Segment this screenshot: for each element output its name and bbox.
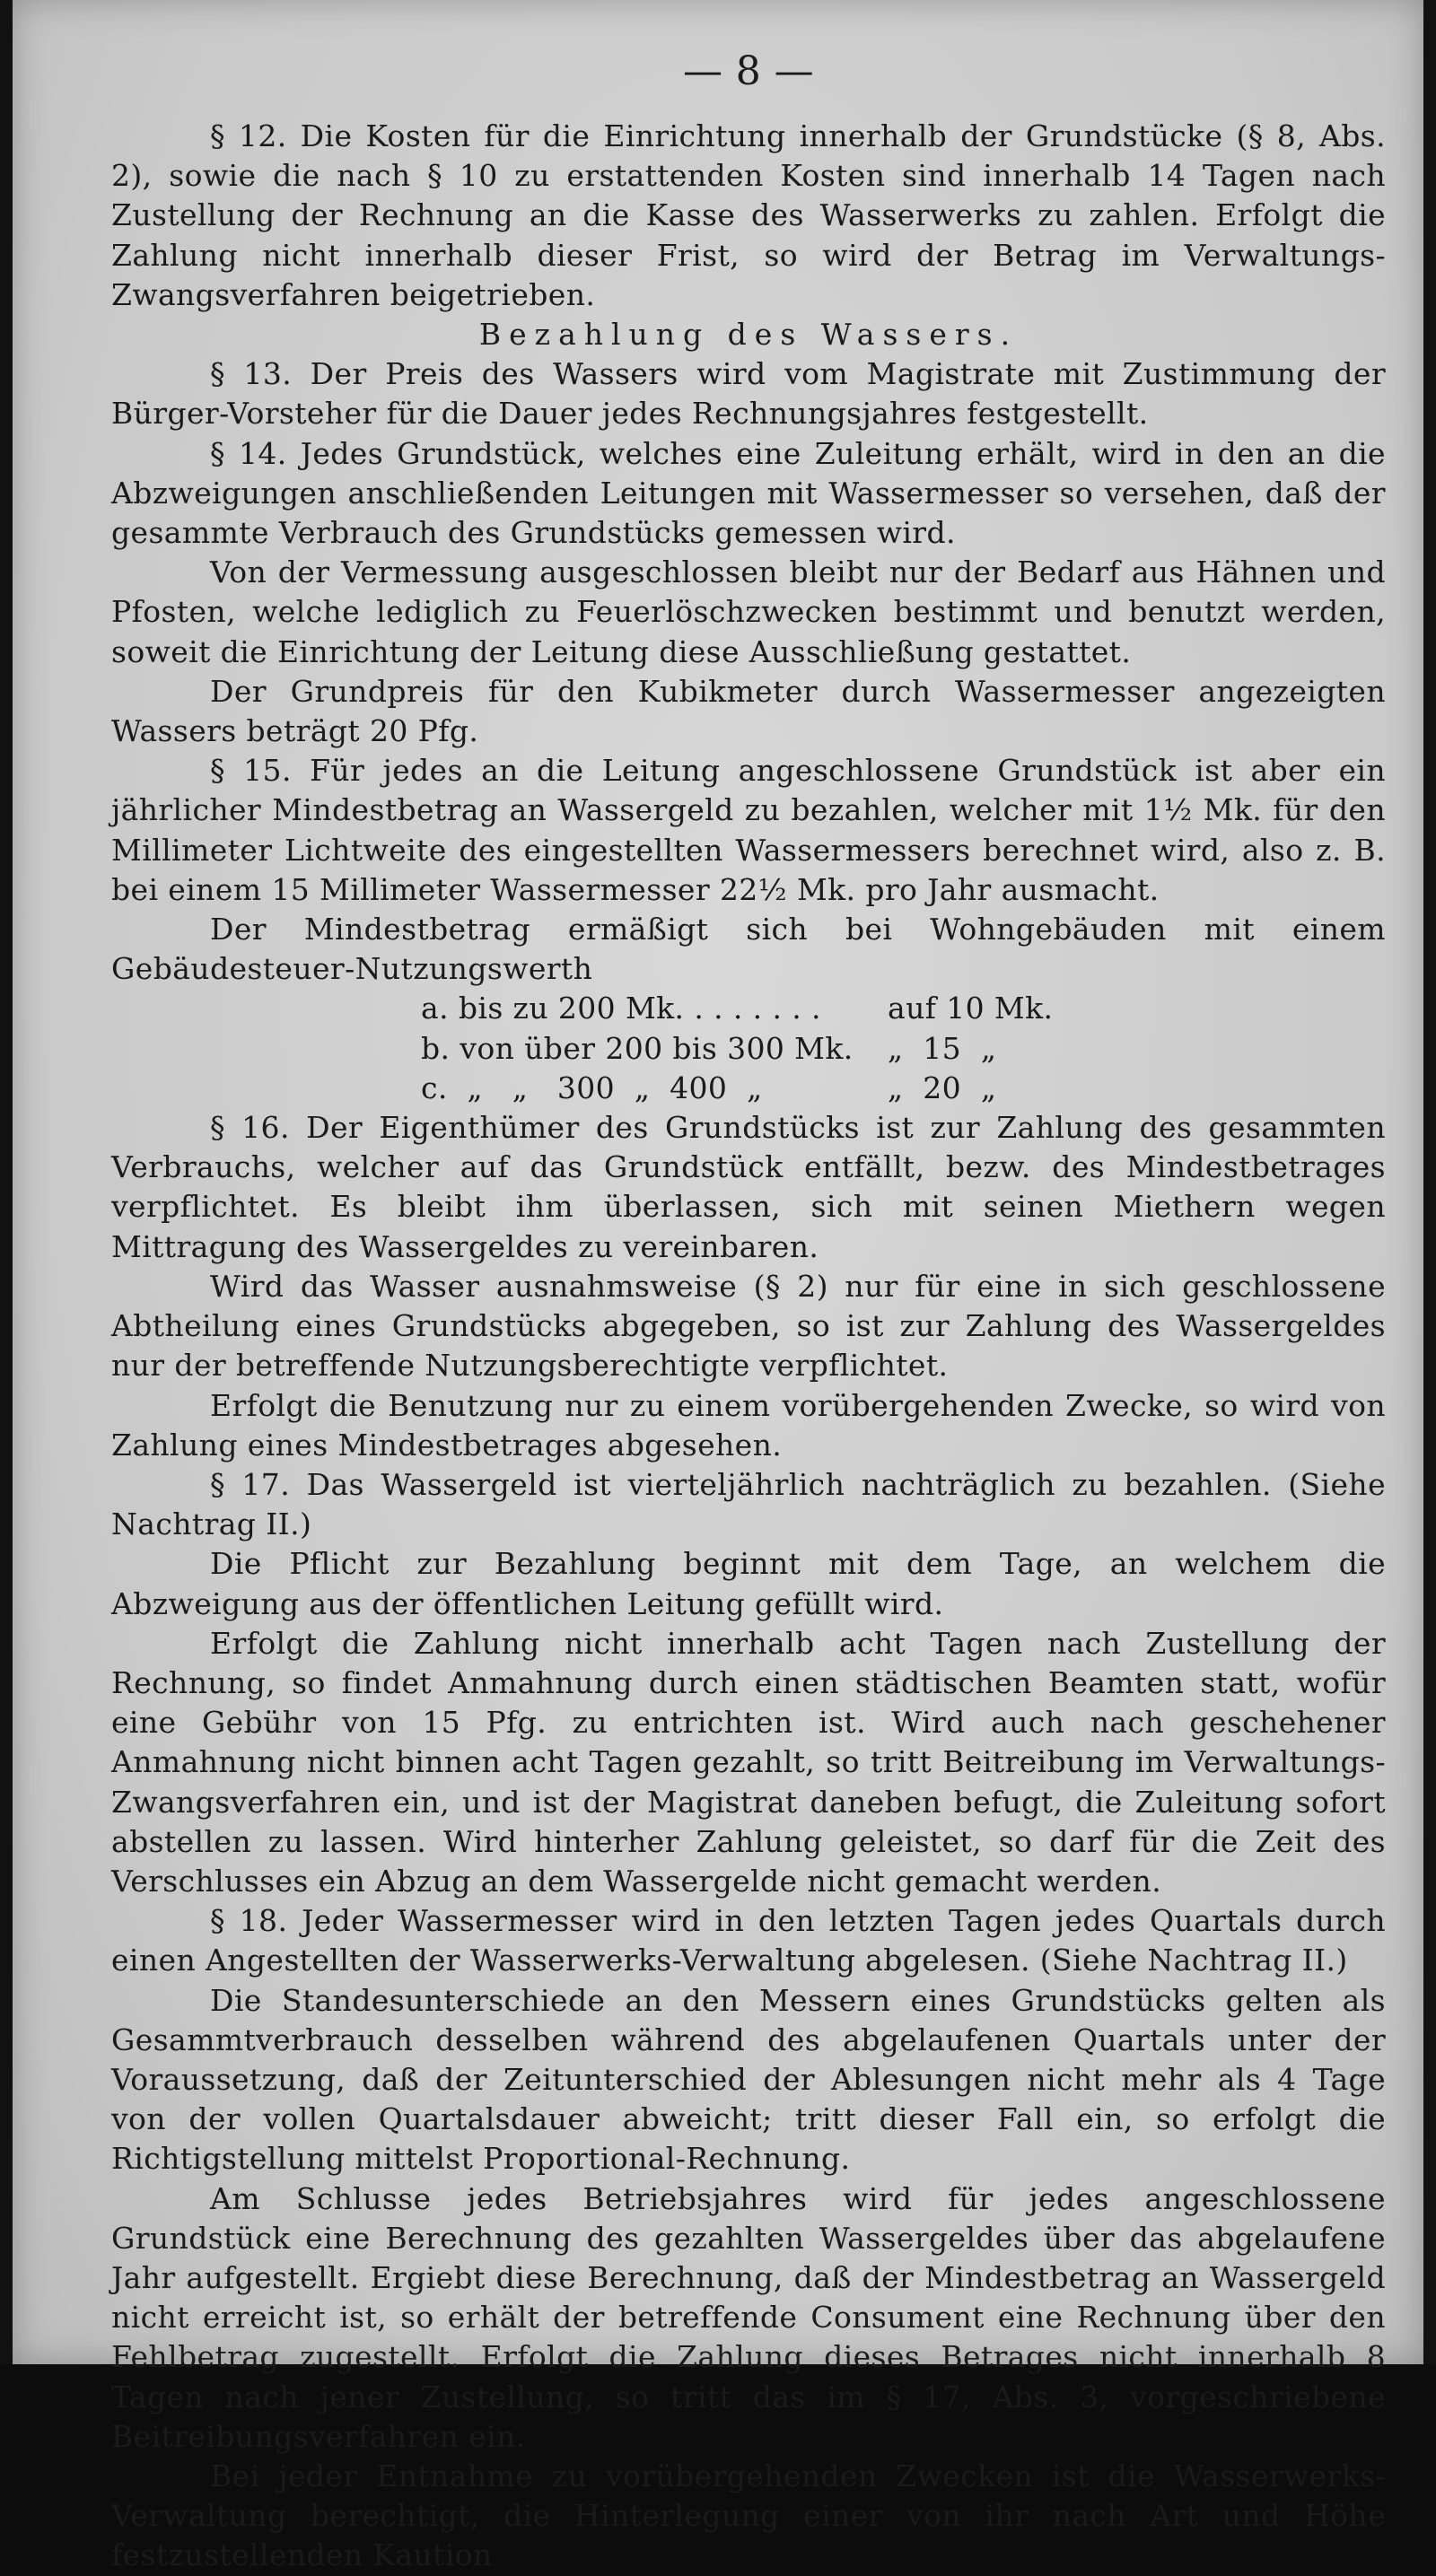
paragraph: Erfolgt die Zahlung nicht innerhalb acht Tagen nach Zustellung der Rechnung, so findet Anmahnung durch einen städtischen Beamten statt, wofür eine Gebühr von 15 Pfg. zu entrichten ist. Wird auch nach geschehener Anmahnung nicht binnen acht Tagen gezahlt, so tritt Beitreibung im Verwaltungs-Zwangsverfahren ein, und ist der Magistrat daneben befugt, die Zuleitung sofort abstellen zu lassen. Wird hinterher Zahlung geleistet, so darf für die Zeit des Verschlusses ein Abzug an dem Wassergelde nicht gemacht werden.: [111, 1625, 1386, 1899]
paragraph: § 12. Die Kosten für die Einrichtung innerhalb der Grundstücke (§ 8, Abs. 2), sowie die nach § 10 zu erstattenden Kosten sind innerhalb 14 Tagen nach Zustellung der Rechnung an die Kasse des Wasserwerks zu zahlen. Erfolgt die Zahlung nicht innerhalb dieser Frist, so wird der Betrag im Verwaltungs-Zwangsverfahren beigetrieben.: [111, 118, 1386, 312]
fee-amount: „ 15 „: [888, 1030, 997, 1066]
scan-left-edge: [0, 0, 13, 2364]
paragraph-group-2: [111, 1108, 1386, 2576]
document-page: [13, 0, 1423, 2573]
paragraph: Der Grundpreis für den Kubikmeter durch Wassermesser angezeigten Wassers beträgt 20 Pfg.: [111, 673, 1386, 749]
paragraph: § 18. Jeder Wassermesser wird in den letzten Tagen jedes Quartals durch einen Angestellten der Wasserwerks-Verwaltung abgelesen. (Siehe Nachtrag II.): [111, 1903, 1386, 1978]
page-number: — 8 —: [683, 48, 814, 94]
fee-range: a. bis zu 200 Mk. . . . . . . .: [421, 991, 821, 1026]
paragraph: § 13. Der Preis des Wassers wird vom Magistrate mit Zustimmung der Bürger-Vorsteher für die Dauer jedes Rechnungsjahres festgestellt.: [111, 356, 1386, 432]
paragraph: § 17. Das Wassergeld ist vierteljährlich nachträglich zu bezahlen. (Siehe Nachtrag II.): [111, 1466, 1386, 1542]
paragraph: § 16. Der Eigenthümer des Grundstücks ist zur Zahlung des gesammten Verbrauchs, welcher auf das Grundstück entfällt, bezw. des Mindestbetrages verpflichtet. Es bleibt ihm überlassen, sich mit seinen Miethern wegen Mittragung des Wassergeldes zu vereinbaren.: [111, 1110, 1386, 1264]
paragraph: Erfolgt die Benutzung nur zu einem vorübergehenden Zwecke, so wird von Zahlung eines Mindestbetrages abgesehen.: [111, 1387, 1386, 1463]
paragraph: Am Schlusse jedes Betriebsjahres wird für jedes angeschlossene Grundstück eine Berechnung des gezahlten Wassergeldes über das abgelaufene Jahr aufgestellt. Ergiebt diese Berechnung, daß der Mindestbetrag an Wassergeld nicht erreicht ist, so erhält der betreffende Consument eine Rechnung über den Fehlbetrag zugestellt. Erfolgt die Zahlung dieses Betrages nicht innerhalb 8 Tagen nach jener Zustellung, so tritt das im § 17, Abs. 3, vorgeschriebene Beitreibungsverfahren ein.: [111, 2180, 1386, 2454]
scan-right-edge: [1423, 0, 1436, 2364]
fee-row: [111, 1069, 1386, 1108]
paragraph: § 15. Für jedes an die Leitung angeschlossene Grundstück ist aber ein jährlicher Mindestbetrag an Wassergeld zu bezahlen, welcher mit 1½ Mk. für den Millimeter Lichtweite des eingestellten Wassermessers berechnet wird, also z. B. bei einem 15 Millimeter Wassermesser 22½ Mk. pro Jahr ausmacht.: [111, 753, 1386, 907]
fee-amount: auf 10 Mk.: [888, 991, 1054, 1026]
fee-amount: „ 20 „: [888, 1070, 997, 1105]
paragraph: Der Mindestbetrag ermäßigt sich bei Wohngebäuden mit einem Gebäudesteuer-Nutzungswerth: [111, 912, 1386, 987]
paragraph: Die Standesunterschiede an den Messern eines Grundstücks gelten als Gesammtverbrauch desselben während des abgelaufenen Quartals unter der Voraussetzung, daß der Zeitunterschied der Ablesungen nicht mehr als 4 Tage von der vollen Quartalsdauer abweicht; tritt dieser Fall ein, so erfolgt die Richtigstellung mittelst Proportional-Rechnung.: [111, 1982, 1386, 2177]
fee-table: [111, 989, 1386, 1108]
fee-row: [111, 989, 1386, 1028]
document-body: [111, 45, 1386, 2576]
section-heading: Bezahlung des Wassers.: [478, 317, 1019, 353]
fee-range: c. „ „ 300 „ 400 „: [421, 1070, 763, 1105]
fee-row: [111, 1029, 1386, 1069]
paragraph: Die Pflicht zur Bezahlung beginnt mit dem Tage, an welchem die Abzweigung aus der öffentlichen Leitung gefüllt wird.: [111, 1546, 1386, 1621]
paragraph-group-1: [111, 117, 1386, 989]
paragraph: Bei jeder Entnahme zu vorübergehenden Zwecken ist die Wasserwerks-Verwaltung berechtigt, die Hinterlegung einer von ihr nach Art und Höhe festzustellenden Kaution: [111, 2458, 1386, 2573]
paragraph: Wird das Wasser ausnahmsweise (§ 2) nur für eine in sich geschlossene Abtheilung eines Grundstücks abgegeben, so ist zur Zahlung des Wassergeldes nur der betreffende Nutzungsberechtigte verpflichtet.: [111, 1268, 1386, 1384]
paragraph: Von der Vermessung ausgeschlossen bleibt nur der Bedarf aus Hähnen und Pfosten, welche lediglich zu Feuerlöschzwecken bestimmt und benutzt werden, soweit die Einrichtung der Leitung diese Ausschließung gestattet.: [111, 554, 1386, 669]
fee-range: b. von über 200 bis 300 Mk.: [421, 1030, 854, 1066]
paragraph: § 14. Jedes Grundstück, welches eine Zuleitung erhält, wird in den an die Abzweigungen anschließenden Leitungen mit Wassermesser so versehen, daß der gesammte Verbrauch des Grundstücks gemessen wird.: [111, 435, 1386, 551]
